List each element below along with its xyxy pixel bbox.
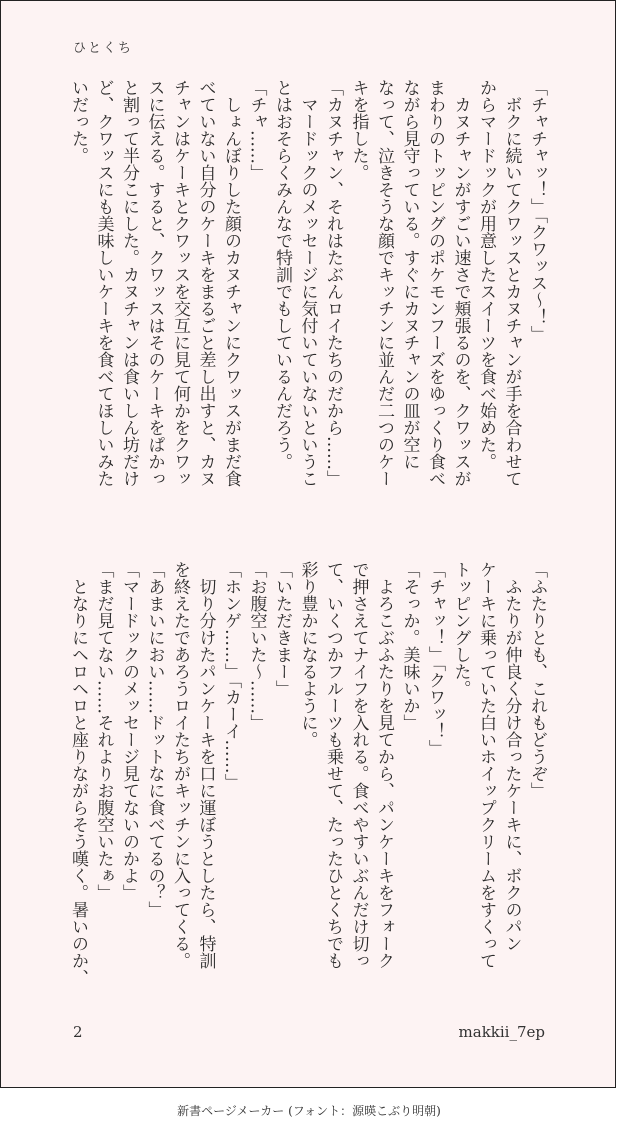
text-line: ケーキに乗っていた白いホイップクリームをすくって [476,561,496,969]
text-line: 「ふたりとも、これもどうぞ」 [527,561,547,799]
text-line: となりにヘロヘロと座りながらそう嘆く。暑いのか、 [68,561,88,986]
text-line: 彩り豊かになるように。 [297,561,318,748]
text-line: 「いただきまー」 [272,561,292,697]
generator-credit: 新書ページメーカー (フォント：源暎こぶり明朝) [177,1104,441,1118]
text-line: と割って半分こにした。カヌチャンは食いしん坊だけ [119,79,139,487]
text-line: トッピングした。 [450,561,471,697]
text-line: ふたりが仲良く分け合ったケーキに、ボクのパン [501,561,522,952]
text-line: チャンはケーキとクワッスを交互に見て何かをクワッ [170,79,190,487]
text-line: で押さえてナイフを入れる。食べやすいぶんだけ切っ [348,561,369,969]
text-line: とはおそらくみんなで特訓でもしているんだろう。 [272,79,292,470]
text-line: 切り分けたパンケーキを口に運ぼうとしたら、特訓 [195,561,216,969]
text-line: て、いくつかフルーツも乗せて、たったひとくちでも [323,561,343,969]
text-line: ど、クワッスにも美味しいケーキを食べてほしいみた [93,79,114,487]
text-line: 「マードックのメッセージ見てないのかよ」 [119,561,139,901]
text-line: 「ホンゲ……」「カーイ……」 [221,561,241,791]
text-line: いだった。 [68,79,88,164]
page-number: 2 [73,1023,83,1041]
text-line: ボクに続いてクワッスとカヌチャンが手を合わせて [501,79,522,487]
text-line: しょんぼりした顔のカヌチャンにクワッスがまだ食 [221,79,241,487]
text-line: スに伝える。すると、クワッスはそのケーキをぱかっ [144,79,165,487]
text-line: べていない自分のケーキをまるごと差し出すと、カヌ [195,79,216,487]
text-line: からマードックが用意したスイーツを食べ始めた。 [476,79,496,470]
author-name: makkii_7ep [458,1023,545,1041]
text-line: 「お腹空いた〜……」 [246,561,267,731]
text-block-bottom [68,561,549,1001]
text-line: まわりのトッピングのポケモンフーズをゆっくり食べ [425,79,445,487]
text-line: を終えたであろうロイたちがキッチンに入ってくる。 [170,561,190,969]
text-line: 「あまいにおい……ドットなに食べてるの？」 [144,561,165,918]
running-header: ひとくち [73,41,134,56]
text-line: マードックのメッセージに気付いていないというこ [297,79,318,487]
text-line: なって、泣きそうな顔でキッチンに並んだ二つのケー [374,79,394,487]
text-line: 「カヌチャン、それはたぶんロイたちのだから……」 [323,79,343,487]
text-line: 「チャッ！」「クワッ！」 [425,561,445,757]
text-line: よろこぶふたりを見てから、パンケーキをフォーク [374,561,394,969]
text-line: キを指した。 [348,79,369,181]
text-block-top [68,79,549,519]
text-line: カヌチャンがすごい速さで頬張るのを、クワッスが [450,79,471,487]
text-line: 「そっか。美味いか」 [399,561,420,731]
text-line: 「チャチャッ！」「クワッス〜！」 [527,79,547,343]
text-line: 「チャ……」 [246,79,267,181]
text-line: 「まだ見てない……それよりお腹空いたぁ」 [93,561,114,901]
text-line: ながら見守っている。すぐにカヌチャンの皿が空に [399,79,420,470]
